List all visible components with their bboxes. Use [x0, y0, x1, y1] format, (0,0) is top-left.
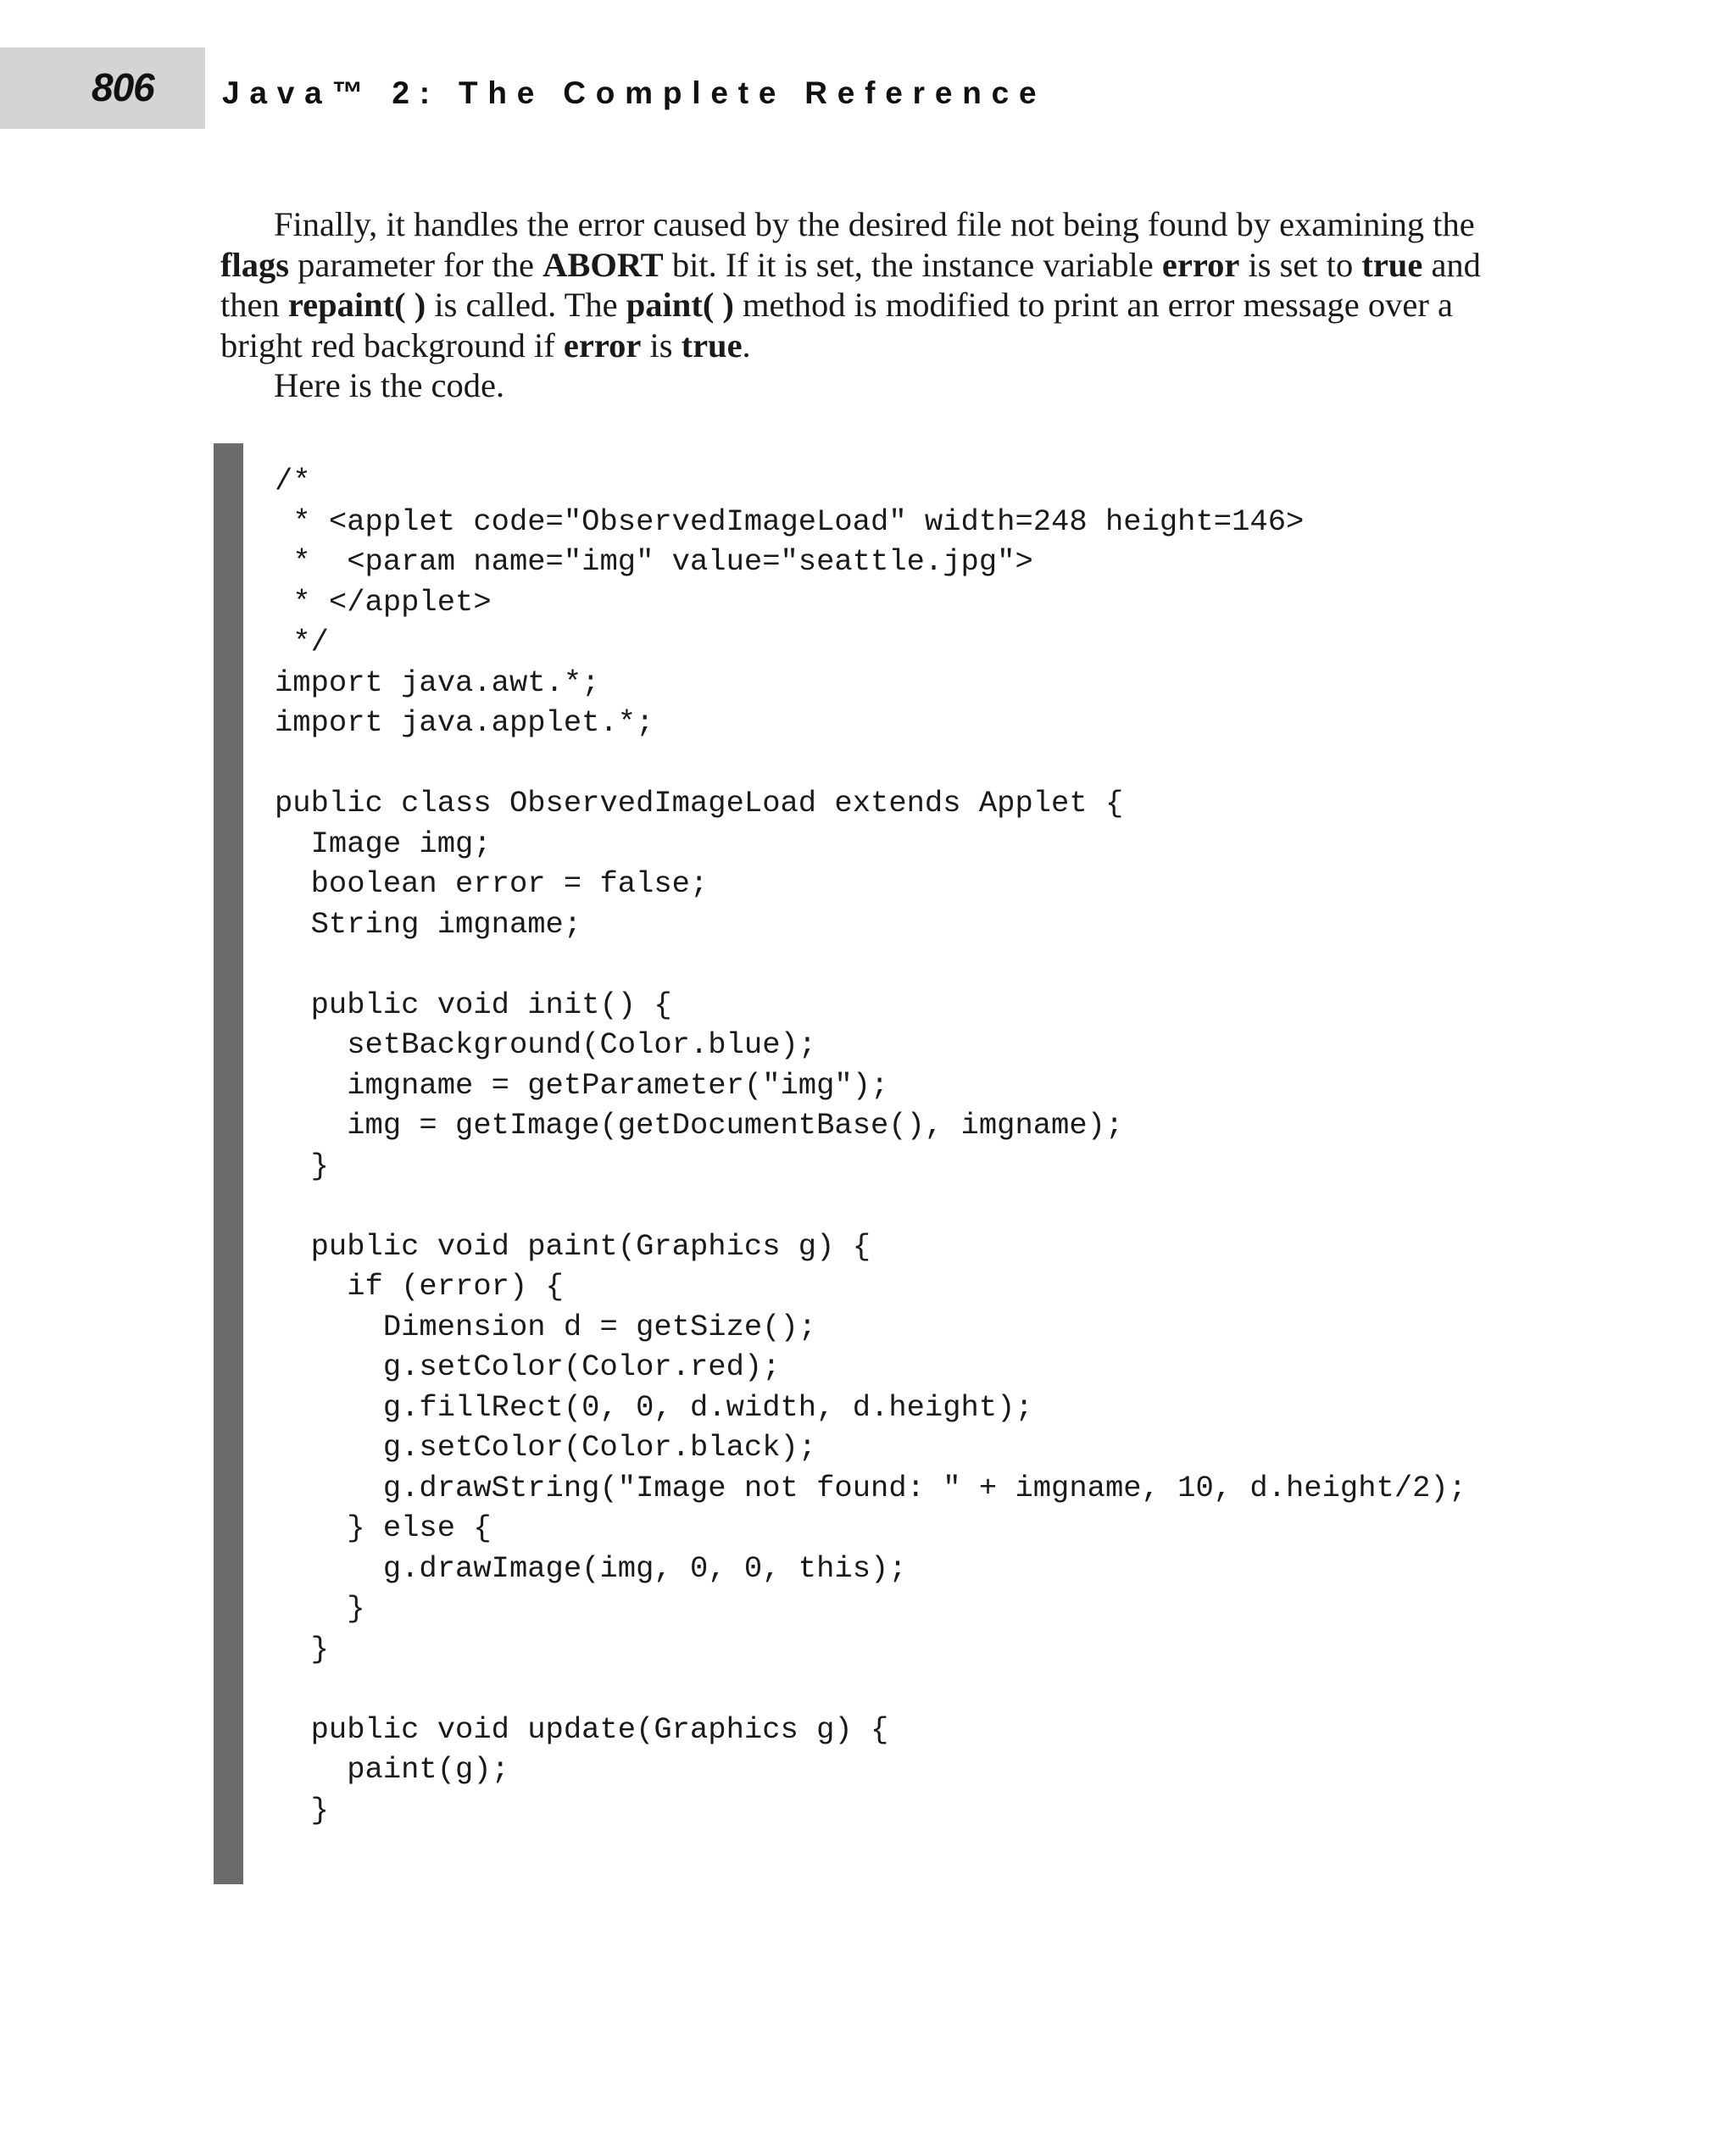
code-line: }	[275, 1792, 329, 1827]
code-line: Dimension d = getSize();	[275, 1309, 817, 1344]
code-line	[275, 944, 1466, 985]
page-number: 806	[92, 65, 154, 109]
code-line: setBackground(Color.blue);	[275, 1027, 817, 1062]
code-line: g.drawString("Image not found: " + imgname, 10, d.height/2);	[275, 1470, 1467, 1505]
text-run: is	[641, 325, 682, 364]
code-line: /*	[275, 464, 311, 498]
text-run: and then	[220, 245, 1481, 324]
bold-term: ABORT	[542, 245, 664, 284]
bold-term: repaint( )	[287, 286, 426, 324]
code-line: public void update(Graphics g) {	[275, 1711, 889, 1747]
code-line: * </applet>	[275, 584, 492, 620]
bold-term: error	[563, 325, 642, 364]
code-line	[275, 1186, 1466, 1227]
code-line: import java.awt.*;	[275, 665, 600, 700]
code-line: public void paint(Graphics g) {	[275, 1228, 871, 1264]
running-head: Java™ 2: The Complete Reference	[222, 75, 1047, 110]
code-line: boolean error = false;	[275, 866, 709, 901]
text-run: bit. If it is set, the instance variable	[663, 245, 1162, 284]
code-line: g.drawImage(img, 0, 0, this);	[275, 1550, 907, 1586]
code-line: */	[275, 625, 329, 659]
code-line: public class ObservedImageLoad extends Applet {	[275, 786, 1124, 820]
code-line: }	[275, 1631, 329, 1666]
code-listing	[275, 461, 1466, 1830]
text-run: .	[742, 325, 751, 364]
code-line	[275, 743, 1466, 784]
bold-term: flags	[220, 245, 289, 284]
code-line: }	[275, 1591, 365, 1626]
bold-term: paint( )	[626, 286, 734, 324]
code-line: paint(g);	[275, 1752, 509, 1787]
code-line: * <param name="img" value="seattle.jpg">	[275, 544, 1033, 579]
code-line: * <applet code="ObservedImageLoad" width=248 height=146>	[275, 503, 1305, 539]
code-line: import java.applet.*;	[275, 705, 654, 740]
paragraph	[220, 204, 1526, 365]
code-line: img = getImage(getDocumentBase(), imgname);	[275, 1108, 1124, 1143]
code-line: }	[275, 1148, 329, 1183]
code-line: Image img;	[275, 826, 492, 861]
code-line: g.fillRect(0, 0, d.width, d.height);	[275, 1389, 1033, 1425]
text-run: parameter for the	[289, 245, 543, 284]
body-text	[220, 204, 1526, 406]
text-run: is set to	[1239, 245, 1362, 284]
code-line: imgname = getParameter("img");	[275, 1067, 889, 1103]
code-line: String imgname;	[275, 906, 582, 942]
code-line: g.setColor(Color.red);	[275, 1349, 781, 1384]
code-listing-bar	[214, 443, 243, 1884]
bold-term: true	[681, 325, 743, 364]
code-line: } else {	[275, 1510, 492, 1545]
code-line	[275, 1669, 1466, 1710]
paragraph: Here is the code.	[274, 366, 505, 404]
code-line: if (error) {	[275, 1269, 564, 1304]
text-run: is called. The	[426, 286, 626, 324]
text-run: Finally, it handles the error caused by the desired file not being found by examining the	[274, 205, 1475, 243]
bold-term: error	[1161, 245, 1240, 284]
code-line: public void init() {	[275, 987, 672, 1022]
bold-term: true	[1361, 245, 1423, 284]
code-line: g.setColor(Color.black);	[275, 1430, 817, 1465]
text-run: method is modified to print an error message over a bright red background if	[220, 286, 1453, 364]
